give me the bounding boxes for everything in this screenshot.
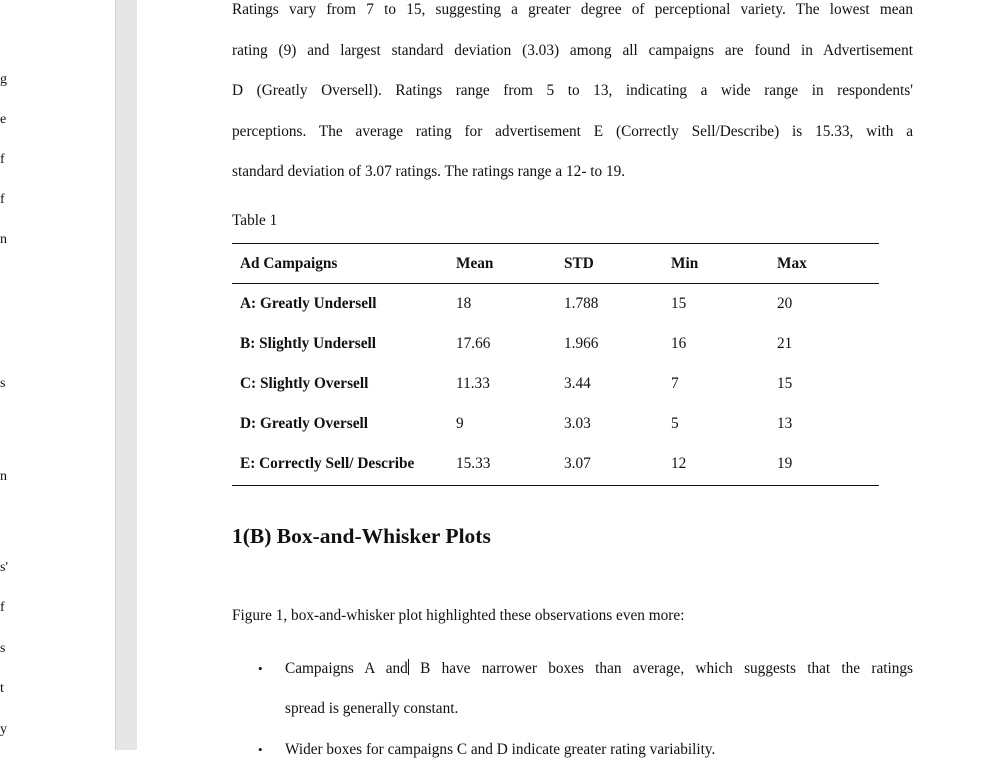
table-header-row	[232, 244, 879, 284]
campaign-name-cell: D: Greatly Oversell	[240, 414, 368, 432]
figure-intro-text: Figure 1, box-and-whisker plot highlighted these observations even more:	[232, 607, 685, 624]
table-row	[232, 404, 879, 444]
table-cell: 16	[671, 334, 687, 352]
margin-text-fragment: y	[0, 722, 7, 737]
table-cell: 3.07	[564, 455, 591, 473]
margin-text-fragment: e	[0, 112, 7, 127]
table-cell: 3.03	[564, 414, 591, 432]
table-cell: 7	[671, 374, 679, 392]
margin-text-fragment: f	[0, 192, 5, 207]
table-row	[232, 324, 879, 364]
bullet-marker: •	[258, 661, 263, 676]
table-row	[232, 284, 879, 324]
column-header: Max	[777, 254, 807, 272]
campaign-name-cell: E: Correctly Sell/ Describe	[240, 455, 415, 473]
table-cell: 17.66	[456, 334, 491, 352]
page-gutter	[115, 0, 138, 750]
table-cell: 1.788	[564, 294, 599, 312]
table-cell: 15	[777, 374, 793, 392]
paragraph-line: standard deviation of 3.07 ratings. The ratings range a 12- to 19.	[232, 163, 626, 180]
bullet-text-segment: B have narrower boxes than average, which suggests that the ratings	[408, 660, 914, 677]
margin-text-fragment: n	[0, 469, 7, 484]
section-heading: 1(B) Box-and-Whisker Plots	[232, 524, 491, 548]
table-cell: 11.33	[456, 374, 490, 392]
table-cell: 18	[456, 294, 472, 312]
column-header: Ad Campaigns	[240, 254, 338, 272]
document-page[interactable]	[137, 0, 1000, 758]
table-cell: 21	[777, 334, 793, 352]
table-cell: 19	[777, 455, 793, 473]
bullet-item-line: Wider boxes for campaigns C and D indicate greater rating variability.	[285, 741, 716, 758]
table-cell: 1.966	[564, 334, 599, 352]
paragraph-line: perceptions. The average rating for advertisement E (Correctly Sell/Describe) is 15.33, with a	[232, 122, 913, 140]
column-header: Min	[671, 254, 699, 272]
campaign-name-cell: C: Slightly Oversell	[240, 374, 369, 392]
margin-text-fragment: f	[0, 152, 5, 167]
table-row	[232, 364, 879, 404]
table-row	[232, 444, 879, 486]
margin-text-fragment: s	[0, 641, 6, 656]
column-header: STD	[564, 254, 594, 272]
table-cell: 13	[777, 414, 793, 432]
table-cell: 15.33	[456, 455, 491, 473]
paragraph-line: rating (9) and largest standard deviation (3.03) among all campaigns are found in Advertisement	[232, 41, 913, 59]
table-caption: Table 1	[232, 212, 278, 229]
previous-page-edge	[0, 0, 115, 750]
table-cell: 3.44	[564, 374, 591, 392]
table-cell: 5	[671, 414, 679, 432]
campaign-name-cell: A: Greatly Undersell	[240, 294, 377, 312]
table-cell: 20	[777, 294, 793, 312]
paragraph-line: Ratings vary from 7 to 15, suggesting a greater degree of perceptional variety. The lowest mean	[232, 1, 913, 18]
margin-text-fragment: n	[0, 232, 7, 247]
margin-text-fragment: t	[0, 681, 4, 696]
margin-text-fragment: s'	[0, 560, 8, 575]
bullet-item-line[interactable]	[285, 649, 913, 690]
margin-text-fragment: s	[0, 376, 6, 391]
margin-text-fragment: f	[0, 600, 5, 615]
bullet-text-segment: Campaigns A and	[285, 660, 408, 677]
ratings-table[interactable]	[232, 243, 879, 486]
paragraph-line: D (Greatly Oversell). Ratings range from 5 to 13, indicating a wide range in respondents'	[232, 82, 913, 99]
table-cell: 15	[671, 294, 687, 312]
bullet-item-line: spread is generally constant.	[285, 700, 459, 717]
body-paragraph[interactable]	[232, 0, 913, 193]
bullet-marker: •	[258, 742, 263, 757]
table-cell: 9	[456, 414, 464, 432]
margin-text-fragment: g	[0, 72, 7, 87]
column-header: Mean	[456, 254, 494, 272]
table-cell: 12	[671, 455, 687, 473]
campaign-name-cell: B: Slightly Undersell	[240, 334, 376, 352]
